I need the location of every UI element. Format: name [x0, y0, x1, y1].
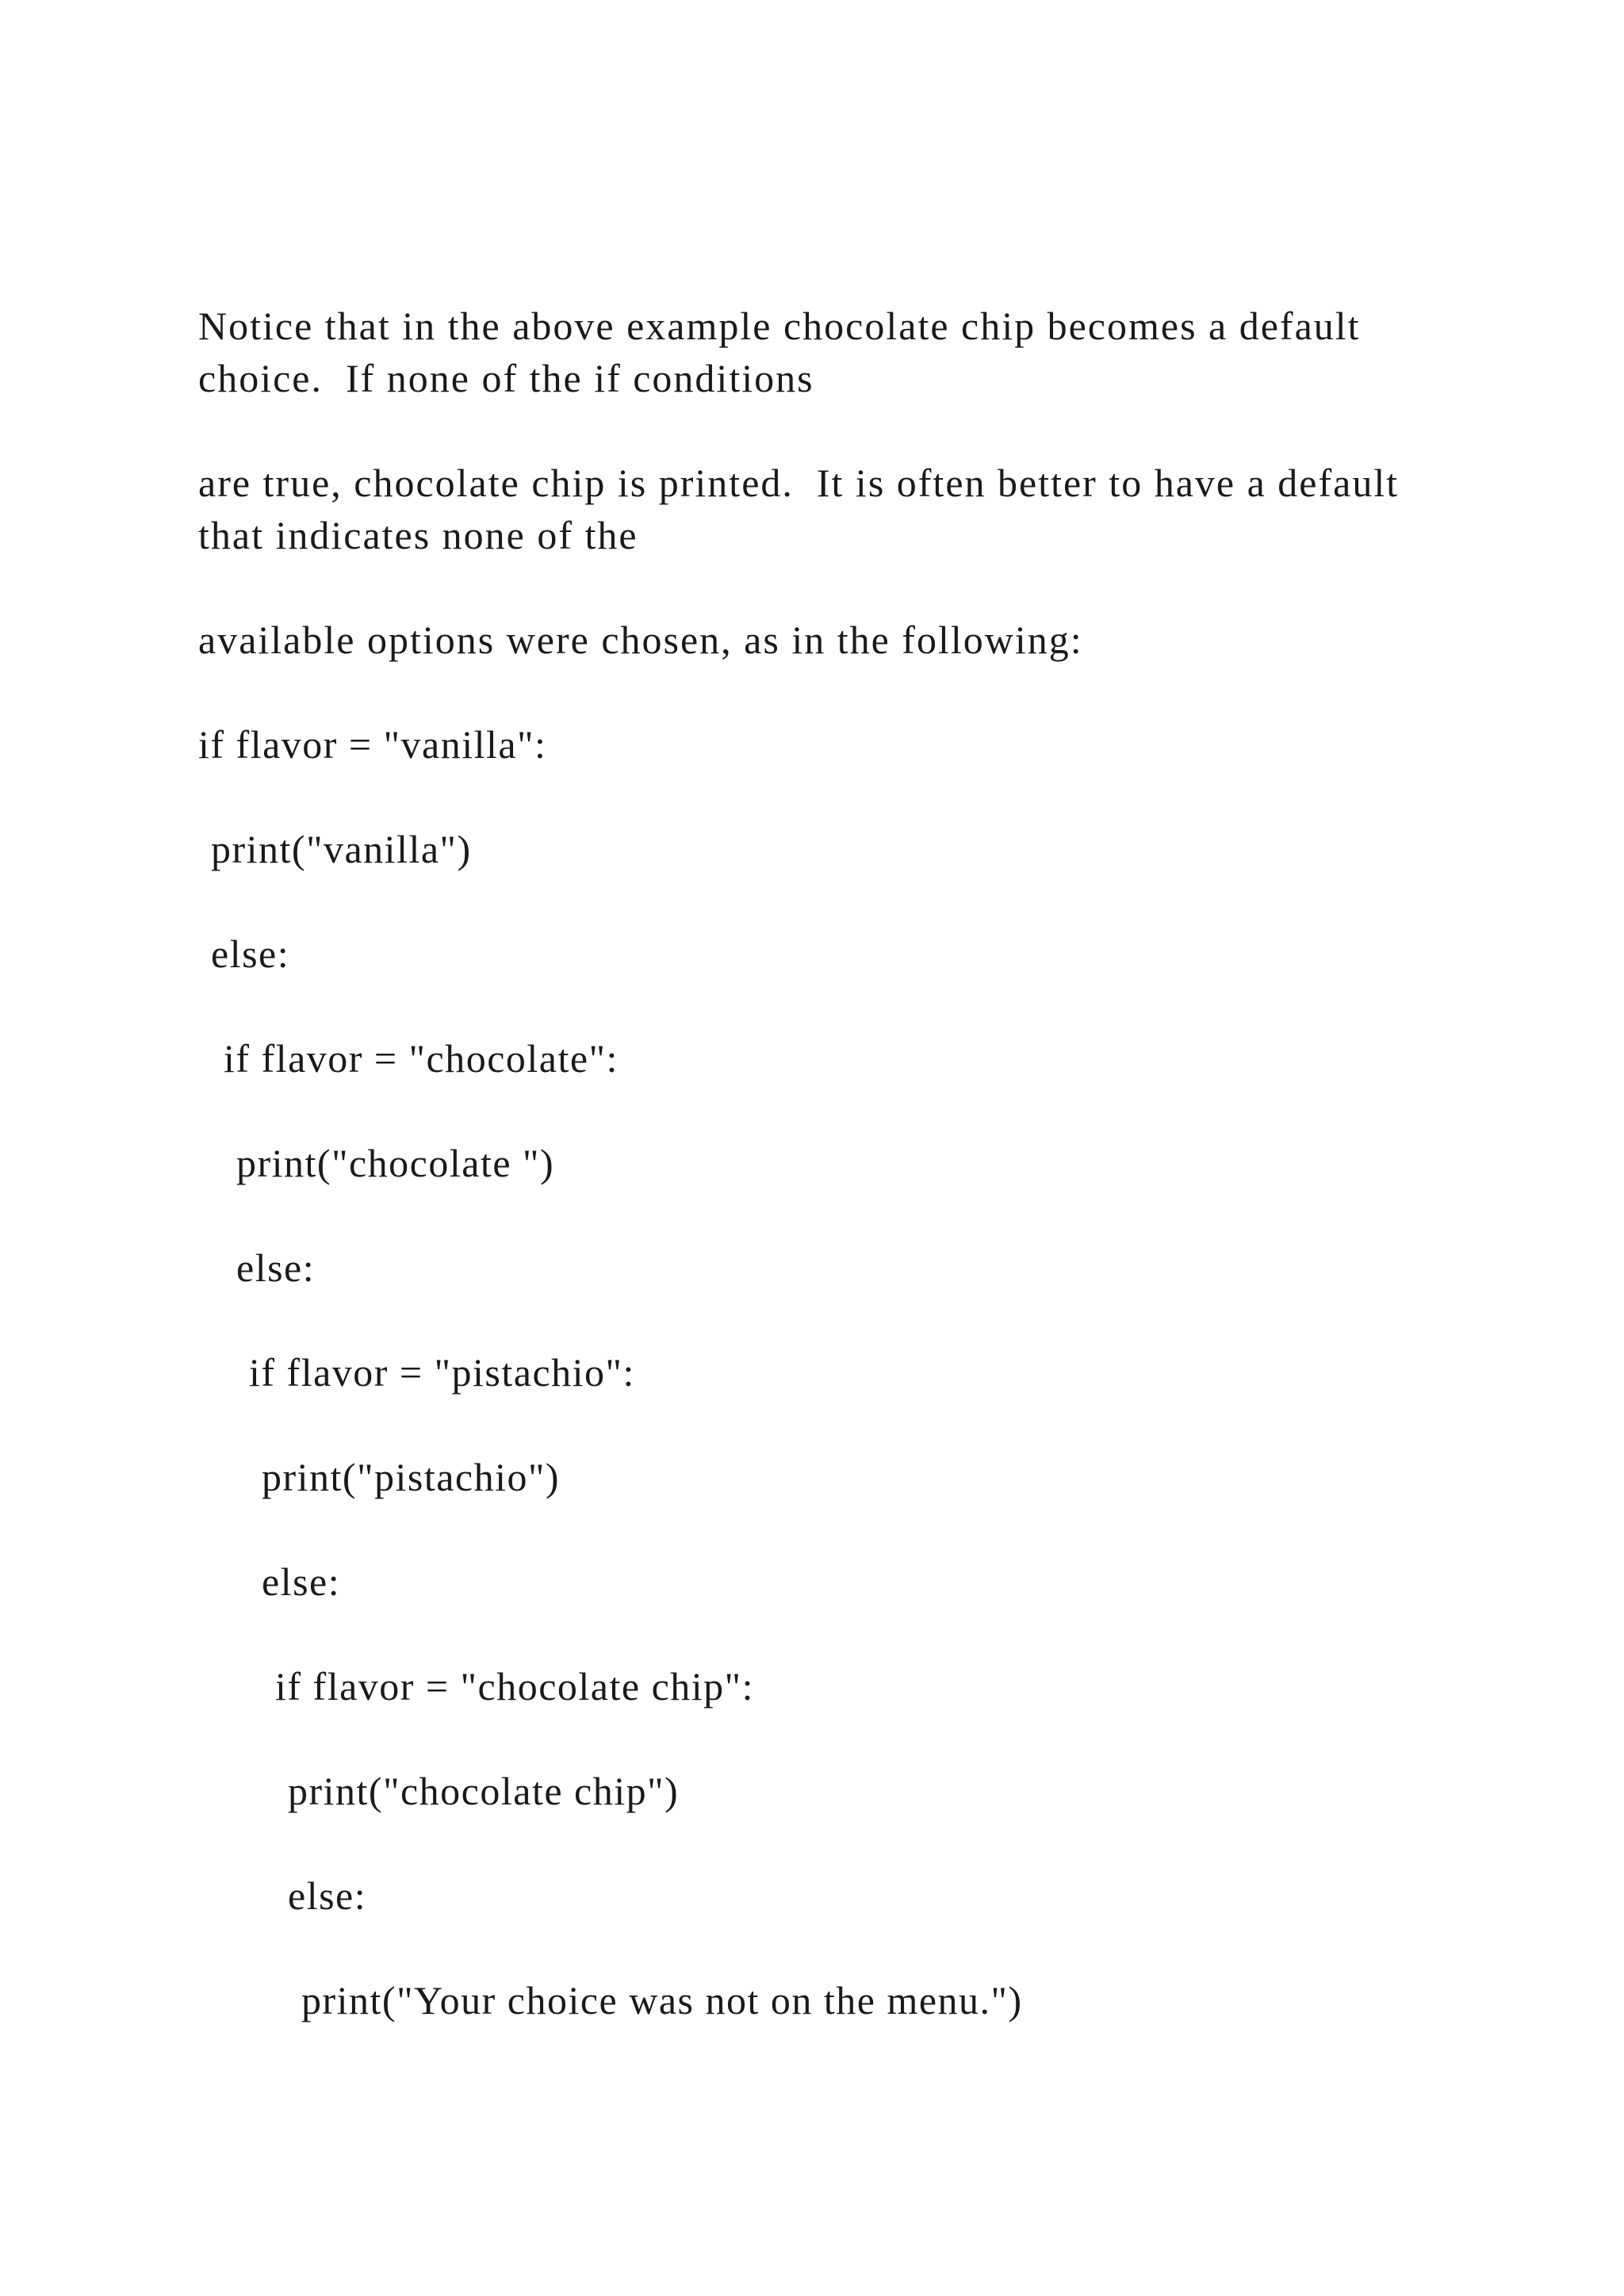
code-line-9: else: [262, 1559, 341, 1604]
code-line-6: else: [236, 1246, 316, 1290]
code-line-2: print("vanilla") [211, 827, 472, 871]
paragraph-1: Notice that in the above example chocolate chip becomes a default choice. If none of the if conditions [198, 304, 1373, 400]
code-line-12: else: [288, 1873, 367, 1918]
document-body [198, 300, 1435, 2079]
paragraph-3: available options were chosen, as in the following: [198, 618, 1083, 662]
code-line-5: print("chocolate ") [236, 1141, 555, 1185]
code-line-4: if flavor = "chocolate": [224, 1036, 619, 1081]
code-line-10: if flavor = "chocolate chip": [275, 1664, 754, 1709]
code-line-11: print("chocolate chip") [288, 1769, 680, 1813]
code-line-3: else: [211, 932, 290, 976]
code-line-7: if flavor = "pistachio": [249, 1350, 635, 1395]
code-line-8: print("pistachio") [262, 1455, 561, 1499]
paragraph-2: are true, chocolate chip is printed. It is often better to have a default that indicates none of the [198, 461, 1411, 557]
code-line-13: print("Your choice was not on the menu.") [301, 1978, 1023, 2022]
code-line-1: if flavor = "vanilla": [198, 722, 547, 767]
